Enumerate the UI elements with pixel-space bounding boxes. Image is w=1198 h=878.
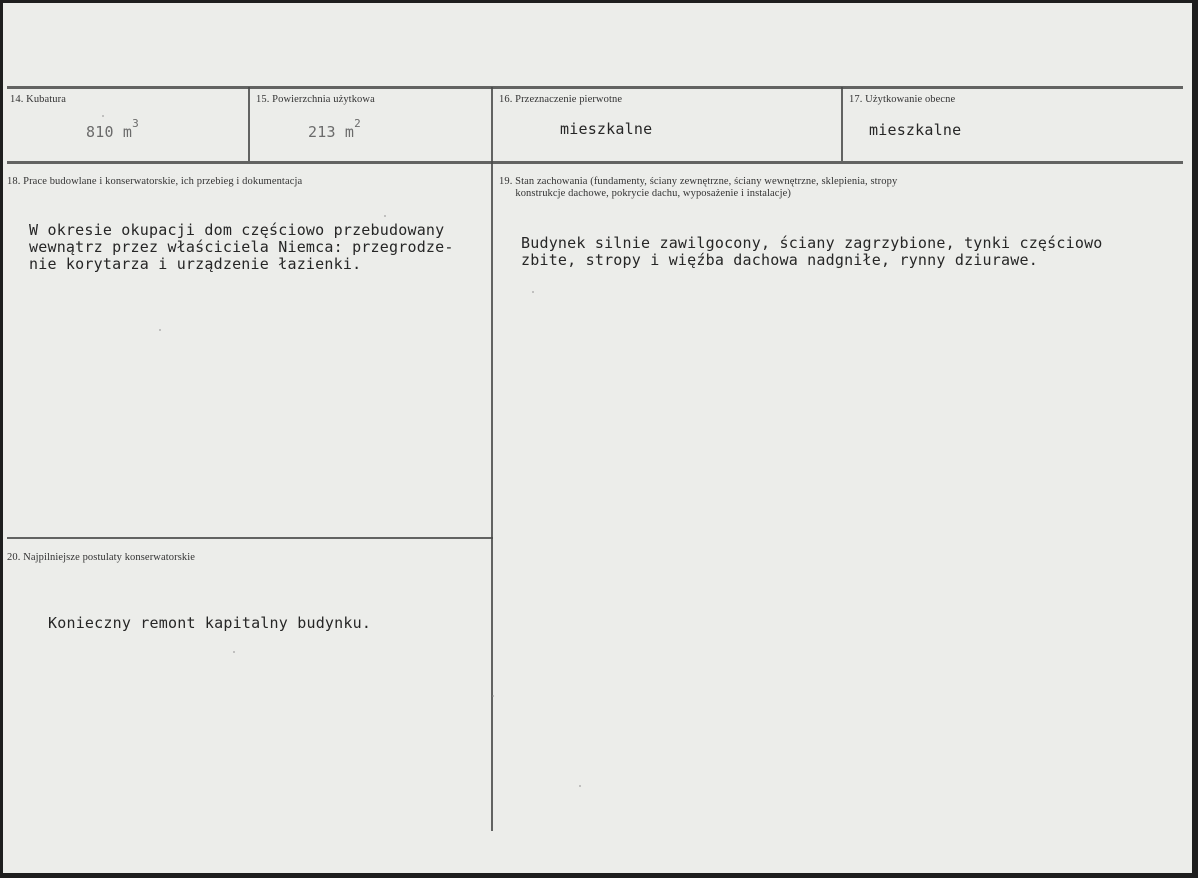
paper-speck — [159, 329, 161, 331]
prace-budowlane-value: W okresie okupacji dom częściowo przebudowany wewnątrz przez właściciela Niemca: przegrodze- nie korytarza i urządzenie łazienki. — [29, 221, 454, 273]
przeznaczenie-label: 16. Przeznaczenie pierwotne — [499, 94, 623, 105]
stan-zachowania-label-text: 19. Stan zachowania (fundamenty, ściany zewnętrzne, ściany wewnętrzne, sklepienia, stropy konstrukcje dachowe, pokrycie dachu, wyposażenie i instalacje) — [499, 176, 898, 199]
row-divider — [7, 161, 1183, 164]
uzytkowanie-label: 17. Użytkowanie obecne — [849, 94, 956, 105]
paper-speck — [233, 651, 235, 653]
paper-speck — [579, 785, 581, 787]
stan-zachowania-label — [499, 176, 1179, 200]
divider-16-17 — [841, 87, 843, 161]
paper-speck — [102, 115, 104, 117]
przeznaczenie-value: mieszkalne — [560, 120, 653, 138]
kubatura-number: 810 m — [86, 123, 133, 141]
postulaty-value: Konieczny remont kapitalny budynku. — [48, 614, 372, 632]
paper-speck — [384, 215, 386, 217]
left-column-divider — [7, 537, 493, 539]
kubatura-value — [86, 119, 139, 141]
paper-speck — [492, 695, 494, 697]
powierzchnia-number: 213 m — [308, 123, 355, 141]
powierzchnia-label: 15. Powierzchnia użytkowa — [256, 94, 375, 105]
stan-zachowania-value: Budynek silnie zawilgocony, ściany zagrzybione, tynki częściowo zbite, stropy i więźba dachowa nadgniłe, rynny dziurawe. — [521, 234, 1103, 269]
kubatura-exponent: 3 — [132, 117, 139, 130]
kubatura-label: 14. Kubatura — [10, 94, 67, 105]
powierzchnia-exponent: 2 — [354, 117, 361, 130]
powierzchnia-value — [308, 119, 361, 141]
prace-budowlane-label: 18. Prace budowlane i konserwatorskie, ich przebieg i dokumentacja — [7, 176, 303, 187]
postulaty-label: 20. Najpilniejsze postulaty konserwatorskie — [7, 552, 196, 563]
divider-14-15 — [248, 87, 250, 161]
top-rule — [7, 86, 1183, 89]
uzytkowanie-value: mieszkalne — [869, 121, 962, 139]
paper-speck — [532, 291, 534, 293]
divider-main — [491, 87, 493, 831]
